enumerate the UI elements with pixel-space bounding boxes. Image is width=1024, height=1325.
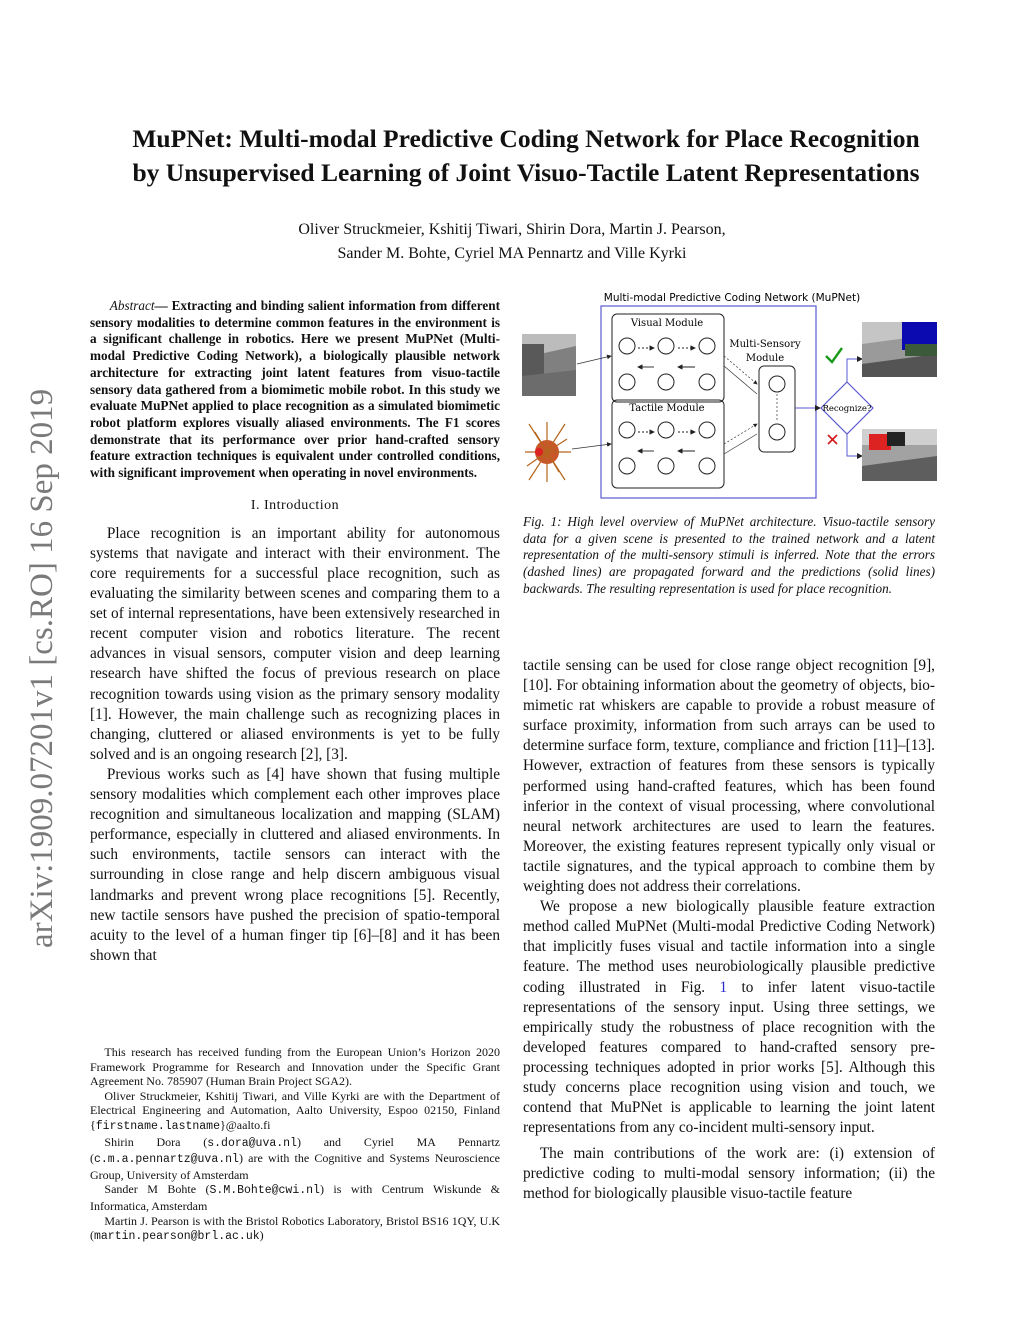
abstract-text: — Extracting and binding salient information from different sensory modalities to determine common features in the environment is a significant challenge in robotics. Here we present MuPNet (Multi-modal Predictive Coding Network), a biologically plausible network architecture for extracting joint latent features from visuo-tactile sensory data gathered from a biomimetic mobile robot. In this study we evaluate MuPNet applied to place recognition as a simulated biomimetic robot platform explores visually aliased environments. The F1 scores demonstrate that its performance over prior hand-crafted sensory feature extraction techniques is equivalent under controlled conditions, with significant improvement when operating in novel environments.: [90, 298, 500, 481]
rejected-place-image: [862, 429, 937, 481]
arxiv-stamp: [20, 350, 60, 950]
footnote-pearson-email: martin.pearson@brl.ac.uk: [94, 1230, 260, 1244]
abstract: [90, 298, 500, 482]
footnote-uva-text-b: ) and Cyriel MA Pennartz (: [90, 1134, 500, 1166]
footnote-brl: [90, 1214, 500, 1245]
right-paragraph-1: tactile sensing can be used for close range object recognition [9], [10]. For obtaining information about the geometry of objects, bio-mimetic rat whiskers are capable to provide a robust measure of surface proximity, information from such arrays can be used to determine surface form, texture, compliance and friction [11]–[13]. However, extraction of features from these sensors is typically performed using hand-crafted features, which has been found inferior in the context of visual processing, where convolutional neural network architectures are used to learn the features. Moreover, the existing features represent typically only visual or tactile signatures, and the typical approach to combine them by weighting does not address their correlations.: [523, 657, 935, 896]
visual-module-label: Visual Module: [630, 318, 704, 329]
figure-1-architecture-diagram: [517, 284, 947, 509]
footnote-pennartz-email: c.m.a.pennartz@uva.nl: [94, 1153, 239, 1167]
footnote-bohte-email: S.M.Bohte@cwi.nl: [209, 1184, 320, 1198]
footnote-dora-email: s.dora@uva.nl: [207, 1136, 297, 1150]
figure-1-caption: Fig. 1: High level overview of MuPNet architecture. Visuo-tactile sensory data for a given scene is presented to the trained network and a latent representation of the multi-sensory stimuli is inferred. Note that the errors (dashed lines) are propagated forward and the predictions (solid lines) backwards. The resulting representation is used for place recognition.: [523, 514, 935, 596]
abstract-label: Abstract: [109, 298, 155, 313]
visual-module-nodes: [619, 338, 715, 390]
whisker-robot-image: [525, 422, 571, 482]
right-paragraph-2-text-b: to infer latent visuo-tactile representations of the sensory input. Using three settings, we empirically study the robustness of place recognition with the developed features compared to hand-crafted sensory pre-processing techniques adopted in prior works [5]. Although this study concerns place recognition using vision and touch, we contend that MuPNet is applicable to learning the joint latent representations from any co-incident multi-sensory input.: [523, 978, 935, 1137]
paper-title: [60, 122, 992, 190]
visual-module-connections: [638, 348, 695, 367]
tactile-module-label: Tactile Module: [629, 403, 705, 414]
right-column: [523, 656, 935, 1205]
left-column: [90, 298, 500, 966]
footnote-cwi-text-b: ) is with Centrum Wiskunde & Informatica, Amsterdam: [90, 1182, 500, 1213]
right-paragraph-2-text-a: We propose a new biologically plausible feature extraction method called MuPNet (Multi-modal Predictive Coding Network) that implicitly fuses visual and tactile information into a single feature. The method uses neurobiologically plausible predictive coding illustrated in Fig.: [523, 898, 935, 996]
title-line-2: by Unsupervised Learning of Joint Visuo-Tactile Latent Representations: [132, 158, 920, 187]
module-to-multisensory-links: [724, 356, 777, 454]
tactile-module-connections: [638, 432, 695, 451]
cross-mark-icon: [828, 435, 837, 444]
right-paragraph-2: [523, 897, 935, 1138]
tactile-module-nodes: [619, 422, 715, 474]
footnote-brl-text-a: Martin J. Pearson is with the Bristol Robotics Laboratory, Bristol BS16 1QY, U.K (: [90, 1213, 500, 1243]
footnote-aalto-text: Oliver Struckmeier, Kshitij Tiwari, and Ville Kyrki are with the Department of Electrical Engineering and Automation, Aalto University, Espoo 02150, Finland {: [90, 1088, 500, 1132]
check-mark-icon: [826, 348, 842, 362]
input-arrows: [572, 356, 611, 449]
footnote-funding: This research has received funding from the European Union’s Horizon 2020 Framework Programme for Research and Innovation under the Specific Grant Agreement No. 785907 (Human Brain Project SGA2).: [90, 1045, 500, 1089]
section-heading-introduction: I. Introduction: [250, 497, 340, 513]
multi-sensory-module-label-line-1: Multi-Sensory: [729, 339, 801, 350]
footnote-uva-text-a: Shirin Dora (: [104, 1134, 208, 1149]
intro-paragraph-1: Place recognition is an important ability for autonomous systems that navigate and interact with their environment. The core requirements for a successful place recognition, such as evaluating the similarity between scenes and comparing them to a set of internal representations, have been extensively researched in recent computer vision and robotics literature. The recent advances in visual sensors, computer vision and deep learning research have shifted the focus of previous research on place recognition towards using vision as the primary sensory modality [1]. However, the main challenge such as recognizing places in changing, cluttered or aliased environments is yet to be fully solved and is an ongoing research [2], [3].: [90, 524, 500, 763]
figure-title: Multi-modal Predictive Coding Network (MuPNet): [603, 292, 861, 304]
footnotes: [90, 1045, 500, 1245]
author-list: [100, 218, 924, 266]
title-line-1: MuPNet: Multi-modal Predictive Coding Network for Place Recognition: [132, 124, 920, 153]
figure-1-reference-link[interactable]: 1: [719, 978, 728, 996]
footnote-aalto: [90, 1089, 500, 1135]
authors-line-2: Sander M. Bohte, Cyriel MA Pennartz and Ville Kyrki: [337, 245, 687, 262]
multi-sensory-module-box: [759, 366, 795, 452]
multi-sensory-module-label-line-2: Module: [745, 353, 785, 364]
footnote-cwi: [90, 1182, 500, 1213]
footnote-uva: [90, 1135, 500, 1183]
authors-line-1: Oliver Struckmeier, Kshitij Tiwari, Shirin Dora, Martin J. Pearson,: [298, 221, 726, 238]
intro-paragraph-2: Previous works such as [4] have shown that fusing multiple sensory modalities which complement each other improves place recognition and simultaneous localization and mapping (SLAM) performance, especially in cluttered and aliased environments. In such environments, tactile sensors can interact with the surrounding in close range and help discern ambiguous visual landmarks and prevent wrong place recognitions [5]. Recently, new tactile sensors have pushed the precision of spatio-temporal acuity to the level of a human finger tip [6]–[8] and it has been shown that: [90, 765, 500, 964]
footnote-aalto-domain: }@aalto.fi: [220, 1117, 271, 1132]
right-paragraph-3: The main contributions of the work are: (i) extension of predictive coding to multi-modal sensory information; (ii) the method for biologically plausible visuo-tactile feature: [523, 1145, 935, 1203]
footnote-brl-text-b: ): [259, 1228, 264, 1243]
footnote-aalto-email-pattern: firstname.lastname: [95, 1119, 220, 1133]
matched-place-image: [862, 322, 937, 377]
camera-view-input-image: [522, 334, 576, 396]
recognize-label: Recognize?: [822, 404, 872, 414]
arxiv-identifier: arXiv:1909.07201v1 [cs.RO] 16 Sep 2019: [24, 388, 60, 948]
footnote-uva-text-c: ) are with the Cognitive and Systems Neuroscience Group, University of Amsterdam: [90, 1151, 500, 1182]
footnote-cwi-text-a: Sander M Bohte (: [104, 1182, 210, 1197]
